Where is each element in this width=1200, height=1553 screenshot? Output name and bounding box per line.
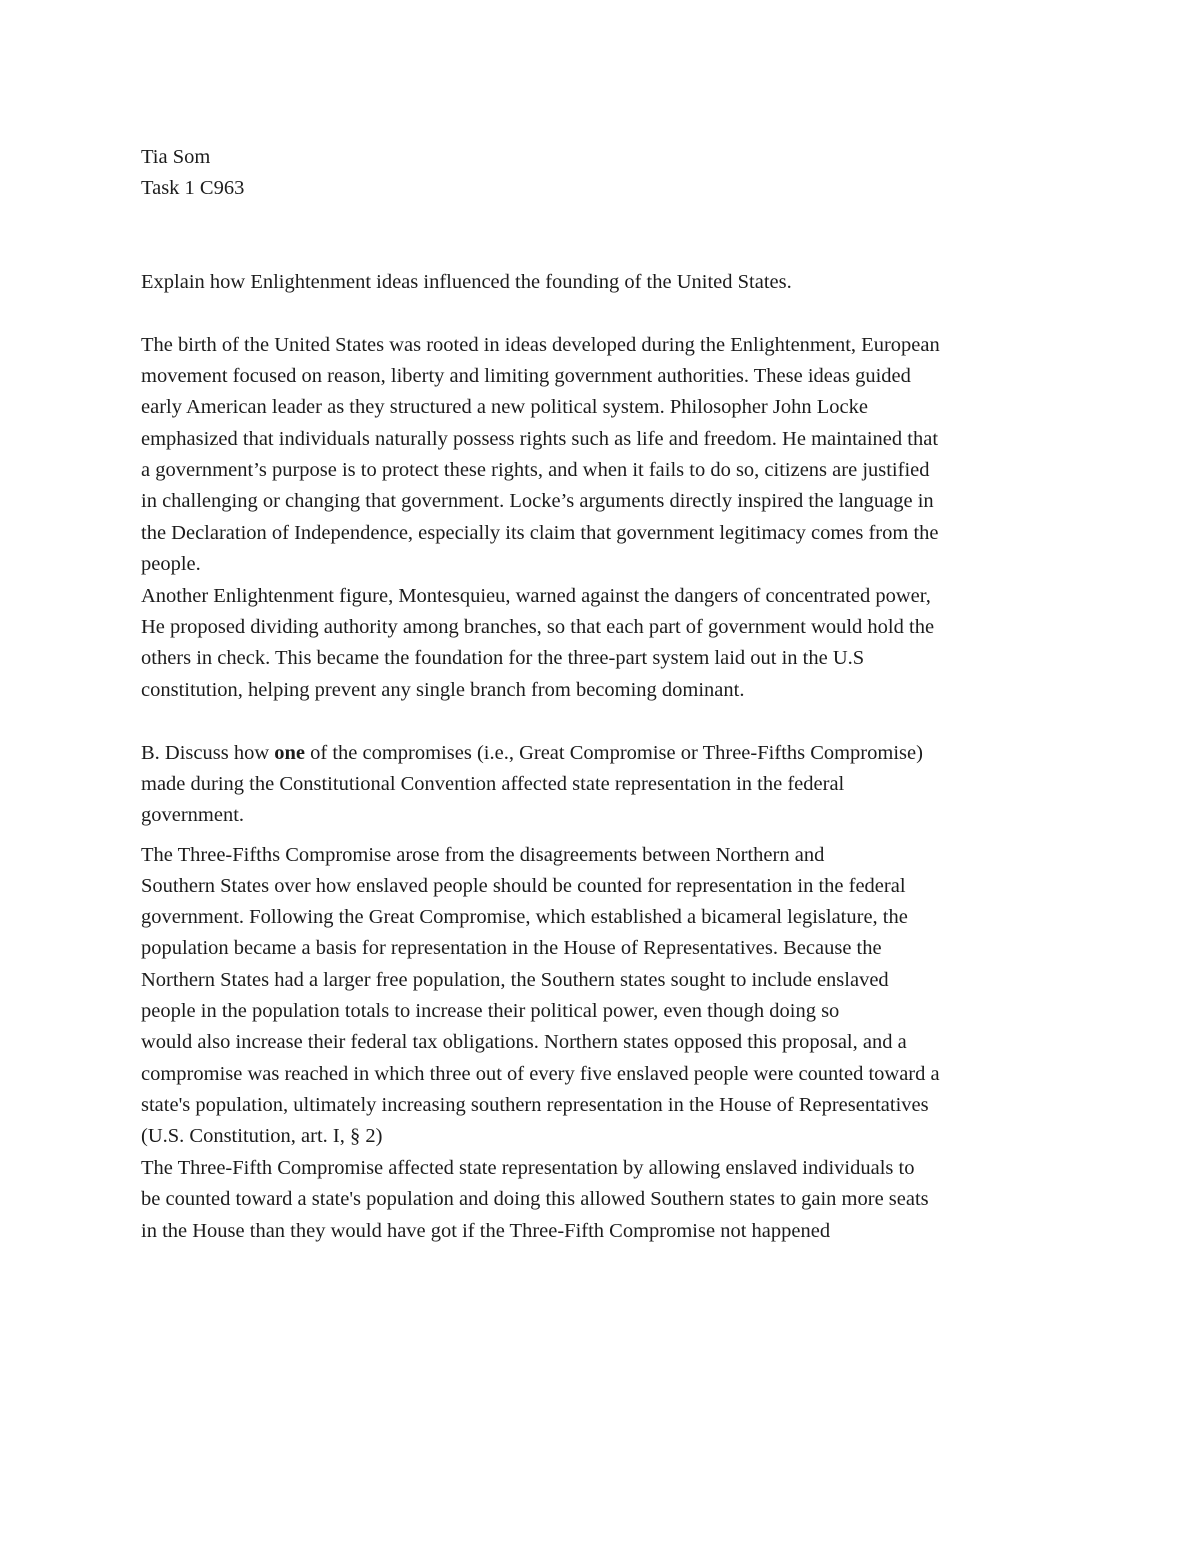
answer-b-line: be counted toward a state's population and doing this allowed Southern states to gain more seats xyxy=(141,1188,929,1210)
answer-a-line: movement focused on reason, liberty and limiting government authorities. These ideas guided xyxy=(141,365,911,387)
answer-a-line: emphasized that individuals naturally possess rights such as life and freedom. He maintained that xyxy=(141,428,939,450)
answer-a-line: people. xyxy=(141,553,201,575)
question-b-emphasis: one xyxy=(274,742,306,764)
question-b-suffix: of the compromises (i.e., Great Compromise or Three-Fifths Compromise) xyxy=(305,742,923,764)
question-b-line: government. xyxy=(141,804,245,826)
answer-a-line: a government’s purpose is to protect these rights, and when it fails to do so, citizens are justified xyxy=(141,459,930,481)
answer-b-line: population became a basis for representation in the House of Representatives. Because the xyxy=(141,937,882,959)
answer-a-line: He proposed dividing authority among branches, so that each part of government would hold the xyxy=(141,616,935,638)
question-b-line: made during the Constitutional Convention affected state representation in the federal xyxy=(141,773,845,795)
answer-b-line: Northern States had a larger free population, the Southern states sought to include enslaved xyxy=(141,969,889,991)
answer-a-line: constitution, helping prevent any single branch from becoming dominant. xyxy=(141,679,745,701)
citation-line: (U.S. Constitution, art. I, § 2) xyxy=(141,1125,383,1147)
answer-b-line: The Three-Fifths Compromise arose from the disagreements between Northern and xyxy=(141,844,825,866)
answer-b-line: The Three-Fifth Compromise affected state representation by allowing enslaved individuals to xyxy=(141,1157,915,1179)
question-b-prefix: B. Discuss how xyxy=(141,742,275,764)
answer-b-line: compromise was reached in which three out of every five enslaved people were counted toward a xyxy=(141,1063,940,1085)
question-a: Explain how Enlightenment ideas influenced the founding of the United States. xyxy=(141,271,792,293)
author-name: Tia Som xyxy=(141,146,211,168)
task-label: Task 1 C963 xyxy=(141,177,245,199)
answer-a-line: early American leader as they structured a new political system. Philosopher John Locke xyxy=(141,396,868,418)
answer-a-line: in challenging or changing that government. Locke’s arguments directly inspired the language in xyxy=(141,490,934,512)
answer-a-line: the Declaration of Independence, especially its claim that government legitimacy comes from the xyxy=(141,522,939,544)
answer-b-line: people in the population totals to increase their political power, even though doing so xyxy=(141,1000,840,1022)
question-b xyxy=(141,740,923,766)
answer-b-line: in the House than they would have got if the Three-Fifth Compromise not happened xyxy=(141,1220,831,1242)
answer-a-line: others in check. This became the foundation for the three-part system laid out in the U.S xyxy=(141,647,865,669)
answer-b-line: state's population, ultimately increasing southern representation in the House of Representatives xyxy=(141,1094,929,1116)
answer-b-line: would also increase their federal tax obligations. Northern states opposed this proposal, and a xyxy=(141,1031,907,1053)
answer-a-line: Another Enlightenment figure, Montesquieu, warned against the dangers of concentrated power, xyxy=(141,585,931,607)
answer-a-line: The birth of the United States was rooted in ideas developed during the Enlightenment, European xyxy=(141,334,940,356)
answer-b-line: government. Following the Great Compromise, which established a bicameral legislature, the xyxy=(141,906,908,928)
answer-b-line: Southern States over how enslaved people should be counted for representation in the federal xyxy=(141,875,906,897)
